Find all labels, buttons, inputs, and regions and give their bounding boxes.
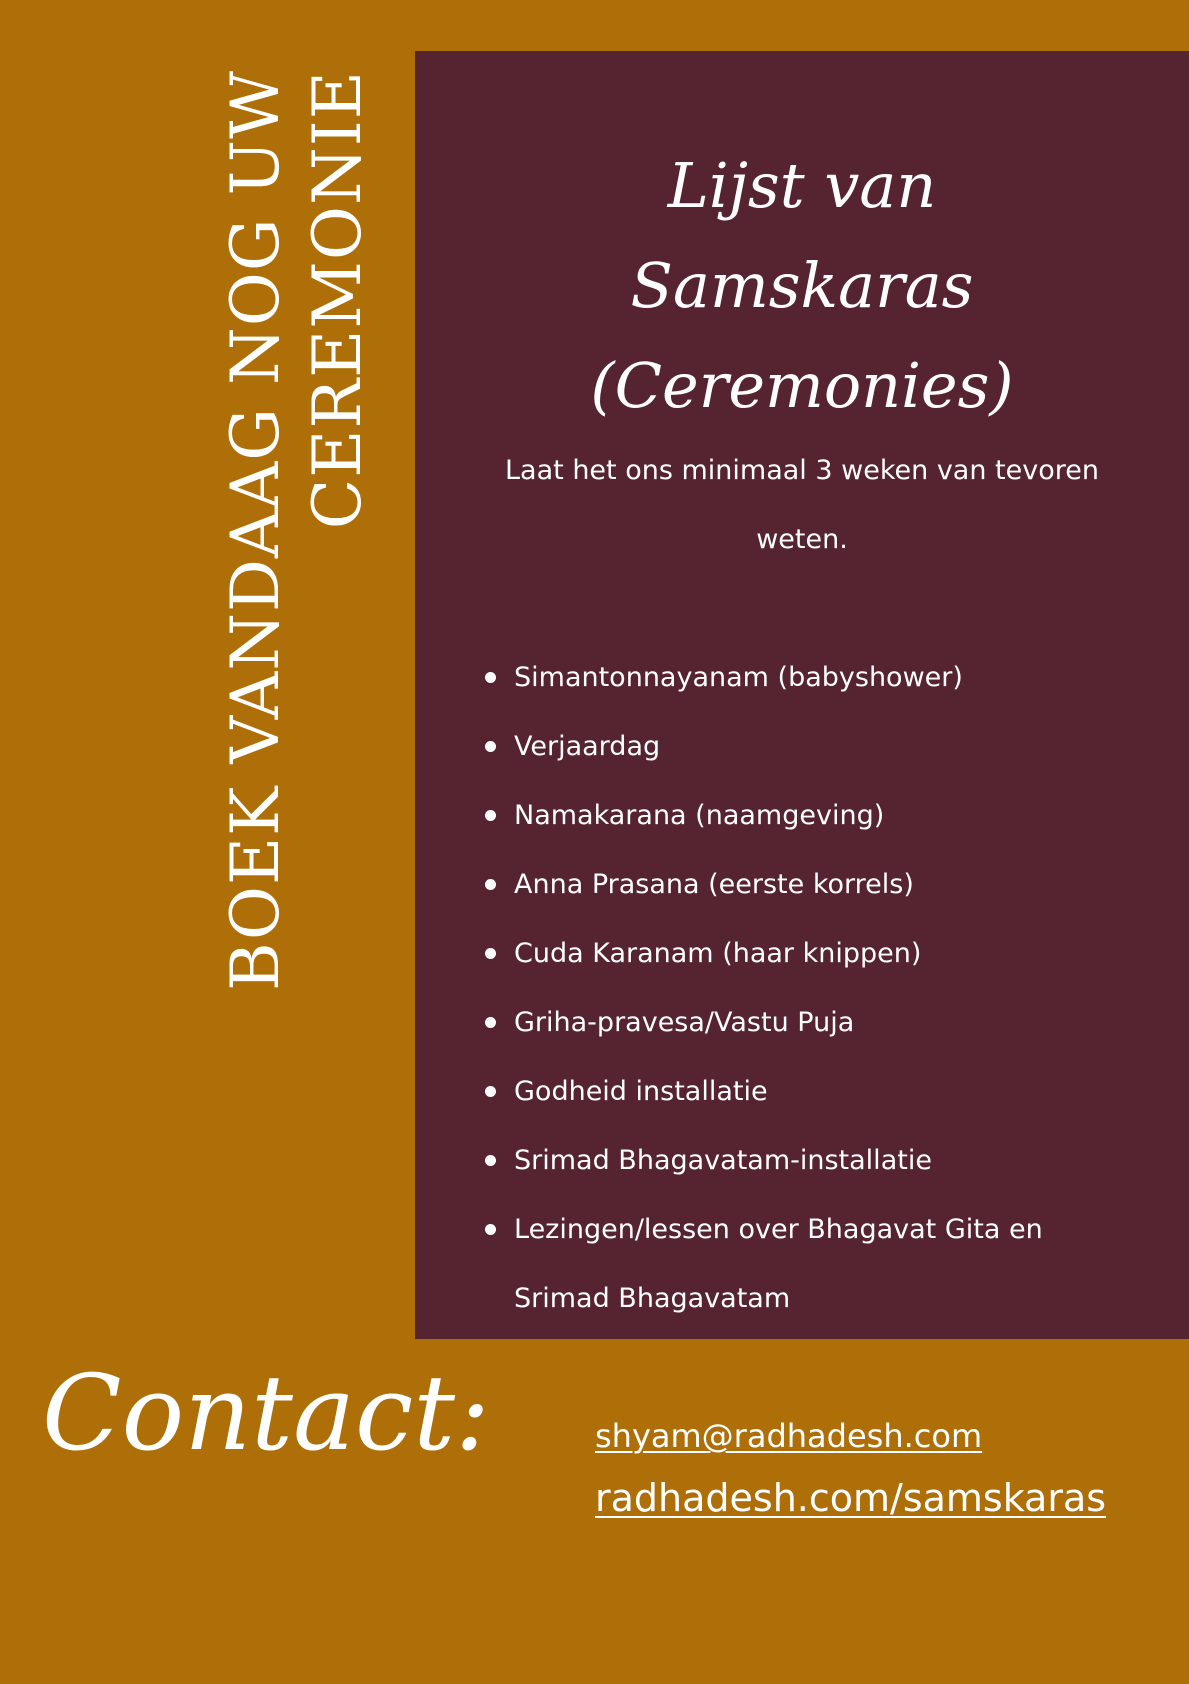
ceremonies-panel <box>415 51 1189 1339</box>
ceremony-list <box>485 643 1145 1333</box>
bullet-icon <box>485 1086 496 1097</box>
vertical-headline <box>215 70 376 1190</box>
list-item-label: Srimad Bhagavatam-installatie <box>514 1145 932 1176</box>
bullet-icon <box>485 1155 496 1166</box>
bullet-icon <box>485 810 496 821</box>
panel-title-line-3: (Ceremonies) <box>590 349 1014 422</box>
list-item <box>485 712 1145 781</box>
vertical-headline-text <box>215 70 376 1190</box>
bullet-icon <box>485 1017 496 1028</box>
list-item-label: Verjaardag <box>514 731 661 762</box>
intro-text: Laat het ons minimaal 3 weken van tevoren weten. <box>505 455 1099 555</box>
panel-title-line-1: Lijst van <box>667 149 937 222</box>
bullet-icon <box>485 948 496 959</box>
list-item <box>485 1126 1145 1195</box>
list-item <box>485 850 1145 919</box>
bullet-icon <box>485 741 496 752</box>
panel-title <box>415 136 1189 436</box>
bullet-icon <box>485 1224 496 1235</box>
list-item-label: Anna Prasana (eerste korrels) <box>514 869 914 900</box>
panel-title-line-2: Samskaras <box>630 249 974 322</box>
list-item <box>485 1195 1145 1333</box>
headline-line-1: BOEK VANDAAG NOG UW <box>217 70 294 991</box>
contact-heading: Contact: <box>42 1352 491 1474</box>
list-item <box>485 919 1145 988</box>
website-link[interactable]: radhadesh.com/samskaras <box>595 1476 1107 1520</box>
list-item-label: Namakarana (naamgeving) <box>514 800 885 831</box>
list-item <box>485 643 1145 712</box>
list-item-label: Lezingen/lessen over Bhagavat Gita en Srimad Bhagavatam <box>514 1214 1043 1314</box>
list-item <box>485 781 1145 850</box>
list-item-label: Godheid installatie <box>514 1076 768 1107</box>
bullet-icon <box>485 879 496 890</box>
list-item-label: Cuda Karanam (haar knippen) <box>514 938 922 969</box>
list-item <box>485 988 1145 1057</box>
email-link[interactable]: shyam@radhadesh.com <box>595 1417 983 1455</box>
list-item-label: Griha-pravesa/Vastu Puja <box>514 1007 855 1038</box>
bullet-icon <box>485 672 496 683</box>
headline-line-2: CEREMONIE <box>299 70 376 530</box>
list-item-label: Simantonnayanam (babyshower) <box>514 662 963 693</box>
list-item <box>485 1057 1145 1126</box>
